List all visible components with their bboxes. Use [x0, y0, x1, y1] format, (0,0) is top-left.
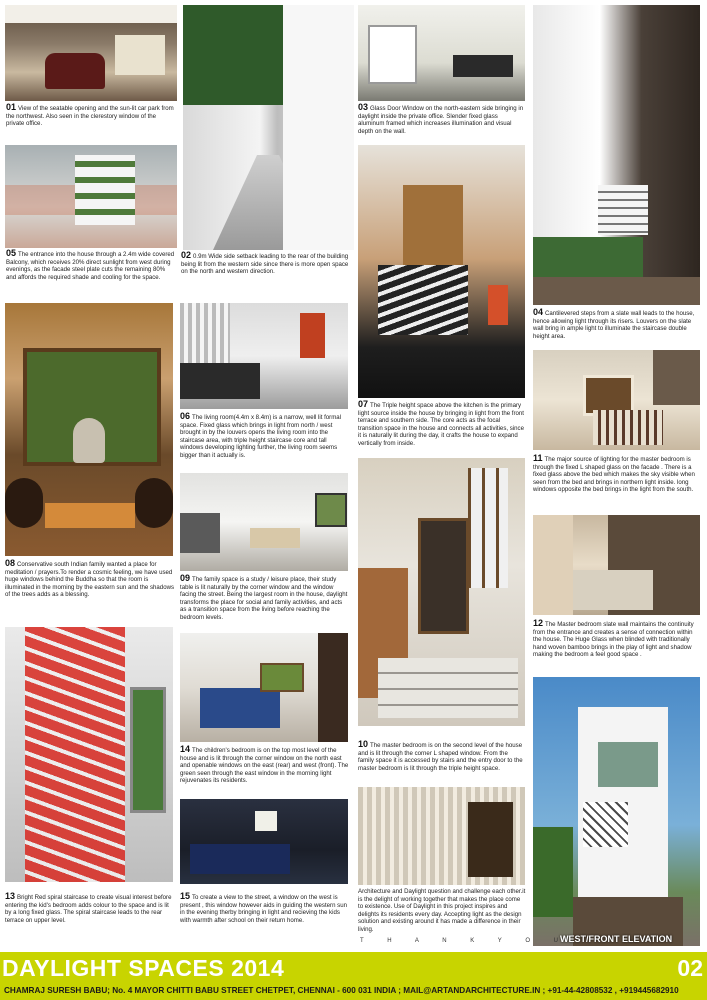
caption-number: 12 — [533, 618, 544, 628]
caption-text: View of the seatable opening and the sun-lit car park from the northwest. Also seen in the clerestory window of the private office. — [6, 105, 174, 128]
caption-06 — [180, 413, 350, 460]
caption-03 — [358, 104, 525, 135]
footer-address: CHAMRAJ SURESH BABU; No. 4 MAYOR CHITTI BABU STREET CHETPET, CHENNAI - 600 031 INDIA ; MAIL@ARTANDARCHITECTURE.IN ; +91-44-42808532 , +919445682910 — [4, 986, 679, 995]
elevation-label: WEST/FRONT ELEVATION — [560, 934, 673, 944]
caption-09 — [180, 575, 350, 622]
caption-number: 15 — [180, 891, 191, 901]
caption-number: 10 — [358, 739, 369, 749]
caption-text: The family space is a study / leisure place, their study table is lit naturally by the corner window and the window facing the street. Being the largest room in the house, daylight transforms the place for social and family activities, and acts as a transition space from the living before reaching the bedroom levels. — [180, 576, 348, 621]
photo-closing-wall — [358, 787, 525, 885]
caption-number: 02 — [181, 250, 192, 260]
photo-living-room — [180, 303, 348, 409]
photo-master-bedroom-slate — [533, 515, 700, 615]
caption-text: To create a view to the street, a window on the west is present , this window however aids in guiding the western sun in the evening therby bringing in light and recieving the kids with warmth after school on their return home. — [180, 894, 347, 924]
caption-text: 0.9m Wide side setback leading to the rear of the building being lit from the western side since there is more open space on the north and western direction. — [181, 253, 349, 276]
photo-private-office — [358, 5, 525, 101]
caption-text: The major source of lighting for the master bedroom is through the fixed L shaped glass on the facade . There is a fixed glass above the bed which makes the sky visible when seen from the bed and brings in northern light inside. long windows opposite the bed brings in the light from the south. — [533, 456, 695, 494]
thank-you-text: T H A N K Y O U — [360, 938, 570, 944]
caption-number: 09 — [180, 573, 191, 583]
caption-text: The master bedroom is on the second level of the house and is lit through the corner L shaped window. From the family space it is accessed by stairs and the entry door to the master bedroom is lit through the triple height space. — [358, 742, 523, 772]
photo-master-bedroom — [533, 350, 700, 450]
photo-master-access — [358, 458, 525, 726]
caption-text: The Triple height space above the kitchen is the primary light source inside the house by bringing in light from the front terrace and southern side. The core acts as the focal transition space in the house and connects all activities, since it is naturally lit during the day, it crafts the house to expand vertically from inside. — [358, 402, 524, 447]
closing-paragraph — [358, 888, 526, 934]
caption-10 — [358, 741, 525, 772]
caption-text: The living room(4.4m x 8.4m) is a narrow, well lit formal space. Fixed glass which brings in light from north / west brought in by the louvers opens the living room into the staircase area, with triple height staircase core and tall windows developing lighting further, the living room seems bigger than it actually is. — [180, 414, 342, 459]
footer-title: DAYLIGHT SPACES 2014 — [2, 955, 285, 981]
caption-number: 01 — [6, 102, 17, 112]
photo-balcony — [5, 145, 177, 248]
caption-number: 04 — [533, 307, 544, 317]
caption-02 — [181, 252, 353, 276]
caption-text: Bright Red spiral staircase to create visual interest before entering the kid's bedroom adds colour to the space and is lit by a long fixed glass. The spiral staircase leads to the rear terrace on upper level. — [5, 894, 172, 924]
caption-number: 05 — [6, 248, 17, 258]
caption-number: 13 — [5, 891, 16, 901]
page-number: 02 — [677, 955, 703, 981]
caption-text: Architecture and Daylight question and challenge each other.it is the delight of working together that makes the place come to existence. Use of Daylight in this project inspires and delights its residents every day. Accepting light as the design solution and existing around it has made a difference in their living. — [358, 888, 526, 933]
caption-text: Glass Door Window on the north-eastern side bringing in daylight inside the private office. Slender fixed glass aluminum framed which increases illumination and visual depth on the wall. — [358, 105, 524, 135]
caption-text: Conservative south Indian family wanted a place for meditation / prayers.To render a cosmic feeling, we have used huge windows behind the Buddha so that the room is illuminated in the morning by the eastern sun and the shadows of the trees adds as a blessing. — [5, 561, 175, 599]
photo-children-bedroom — [180, 633, 348, 742]
caption-number: 07 — [358, 399, 369, 409]
caption-15 — [180, 893, 350, 924]
caption-13 — [5, 893, 175, 924]
photo-kids-room-evening — [180, 799, 348, 884]
caption-number: 08 — [5, 558, 16, 568]
caption-01 — [6, 104, 176, 128]
photo-triple-height — [358, 145, 525, 398]
caption-05 — [6, 250, 176, 281]
caption-number: 11 — [533, 453, 543, 463]
caption-number: 03 — [358, 102, 369, 112]
caption-08 — [5, 560, 175, 599]
caption-number: 06 — [180, 411, 191, 421]
caption-number: 14 — [180, 744, 191, 754]
photo-west-front-elevation — [533, 677, 700, 946]
caption-text: The children's bedroom is on the top most level of the house and is lit through the corner window on the north east and openable windows on the east (rear) and west (front). The green seen through the east window in the morning light rejuvenates its residents. — [180, 747, 349, 785]
caption-text: Cantilevered steps from a slate wall leads to the house, hence allowing light through its risers. Louvers on the slate wall bring in ample light to illuminate the staircase double height area. — [533, 310, 695, 340]
caption-text: The Master bedroom slate wall maintains the continuity from the entrance and creates a sense of connection within the house. The Huge Glass when blinded with traditionally hand woven bamboo brings in the play of light and shadow making the bedroom a feel good space . — [533, 621, 694, 659]
caption-text: The entrance into the house through a 2.4m wide covered Balcony, which receives 20% direct sunlight from west during evenings, as the facade steel plate cuts the remaining 80% and affords the required shade and cooling for the space. — [6, 251, 175, 281]
photo-cantilever-steps — [533, 5, 700, 305]
caption-11 — [533, 455, 701, 494]
photo-red-spiral-staircase — [5, 627, 173, 882]
caption-04 — [533, 309, 701, 340]
photo-car-park — [5, 5, 177, 101]
caption-12 — [533, 620, 701, 659]
caption-07 — [358, 401, 525, 448]
photo-family-space — [180, 473, 348, 571]
photo-side-setback — [183, 5, 354, 250]
photo-meditation-room — [5, 303, 173, 556]
caption-14 — [180, 746, 350, 785]
